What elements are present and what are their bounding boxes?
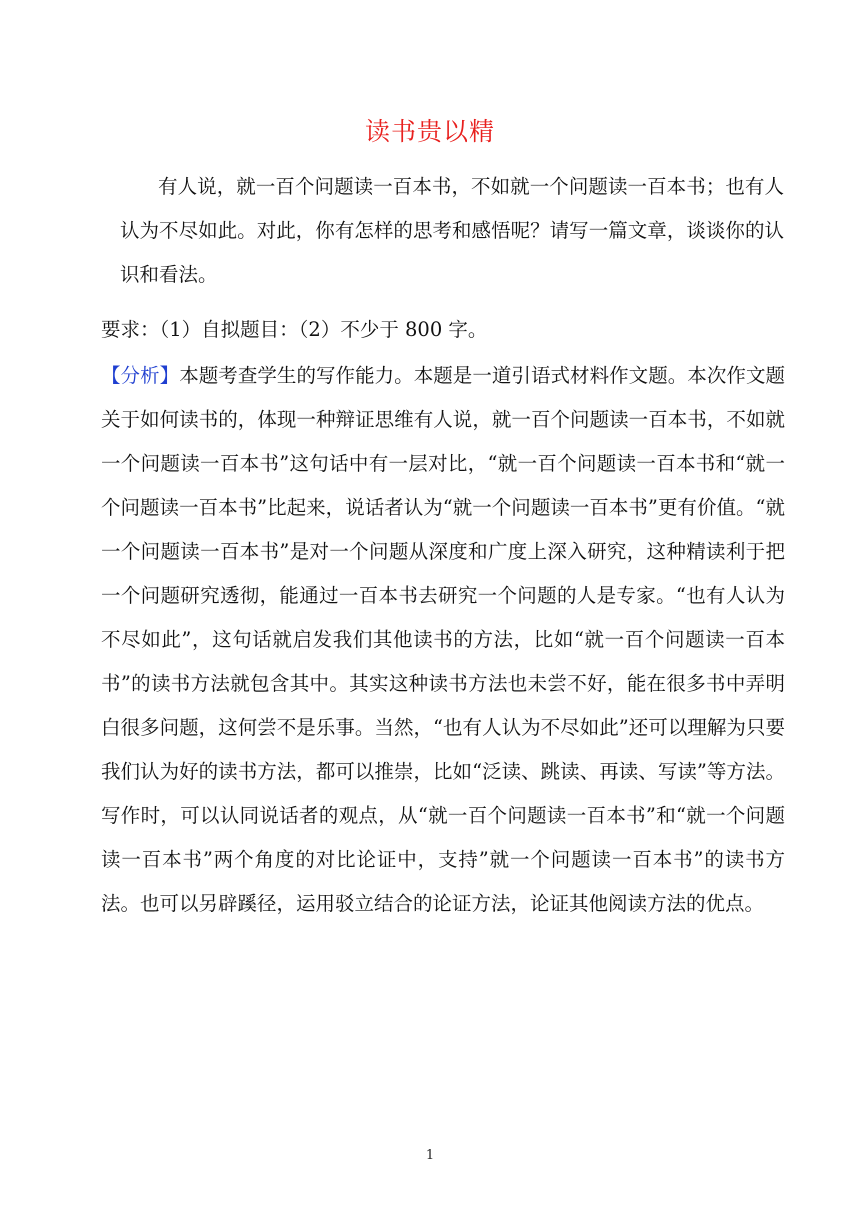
analysis-text: 本题考查学生的写作能力。本题是一道引语式材料作文题。本次作文题关于如何读书的，体现一种辩证思维有人说，就一百个问题读一百本书，不如就一个问题读一百本书”这句话中有一层对比，“就一百个问题读一百本书和“就一个问题读一百本书”比起来，说话者认为“就一个问题读一百本书”更有价值。“就一个问题读一百本书”是对一个问题从深度和广度上深入研究，这种精读利于把一个问题研究透彻，能通过一百本书去研究一个问题的人是专家。“也有人认为不尽如此”，这句话就启发我们其他读书的方法，比如“就一百个问题读一百本书”的读书方法就包含其中。其实这种读书方法也未尝不好，能在很多书中弄明白很多问题，这何尝不是乐事。当然，“也有人认为不尽如此”还可以理解为只要我们认为好的读书方法，都可以推崇，比如“泛读、跳读、再读、写读”等方法。写作时，可以认同说话者的观点，从“就一百个问题读一百本书”和“就一个问题读一百本书”两个角度的对比论证中，支持”就一个问题读一百本书”的读书方法。也可以另辟蹊径，运用驳立结合的论证方法，论证其他阅读方法的优点。 — [101, 364, 785, 915]
page-title: 读书贵以精 — [364, 117, 495, 146]
requirements: 要求：（1）自拟题目：（2）不少于 800 字。 — [101, 318, 488, 341]
analysis-paragraph — [101, 354, 785, 926]
essay-prompt: 有人说，就一百个问题读一百本书，不如就一个问题读一百本书；也有人认为不尽如此。对此，你有怎样的思考和感悟呢？请写一篇文章，谈谈你的认识和看法。 — [120, 175, 784, 286]
page-number: 1 — [425, 1148, 435, 1163]
analysis-label: 【分析】 — [101, 364, 180, 387]
